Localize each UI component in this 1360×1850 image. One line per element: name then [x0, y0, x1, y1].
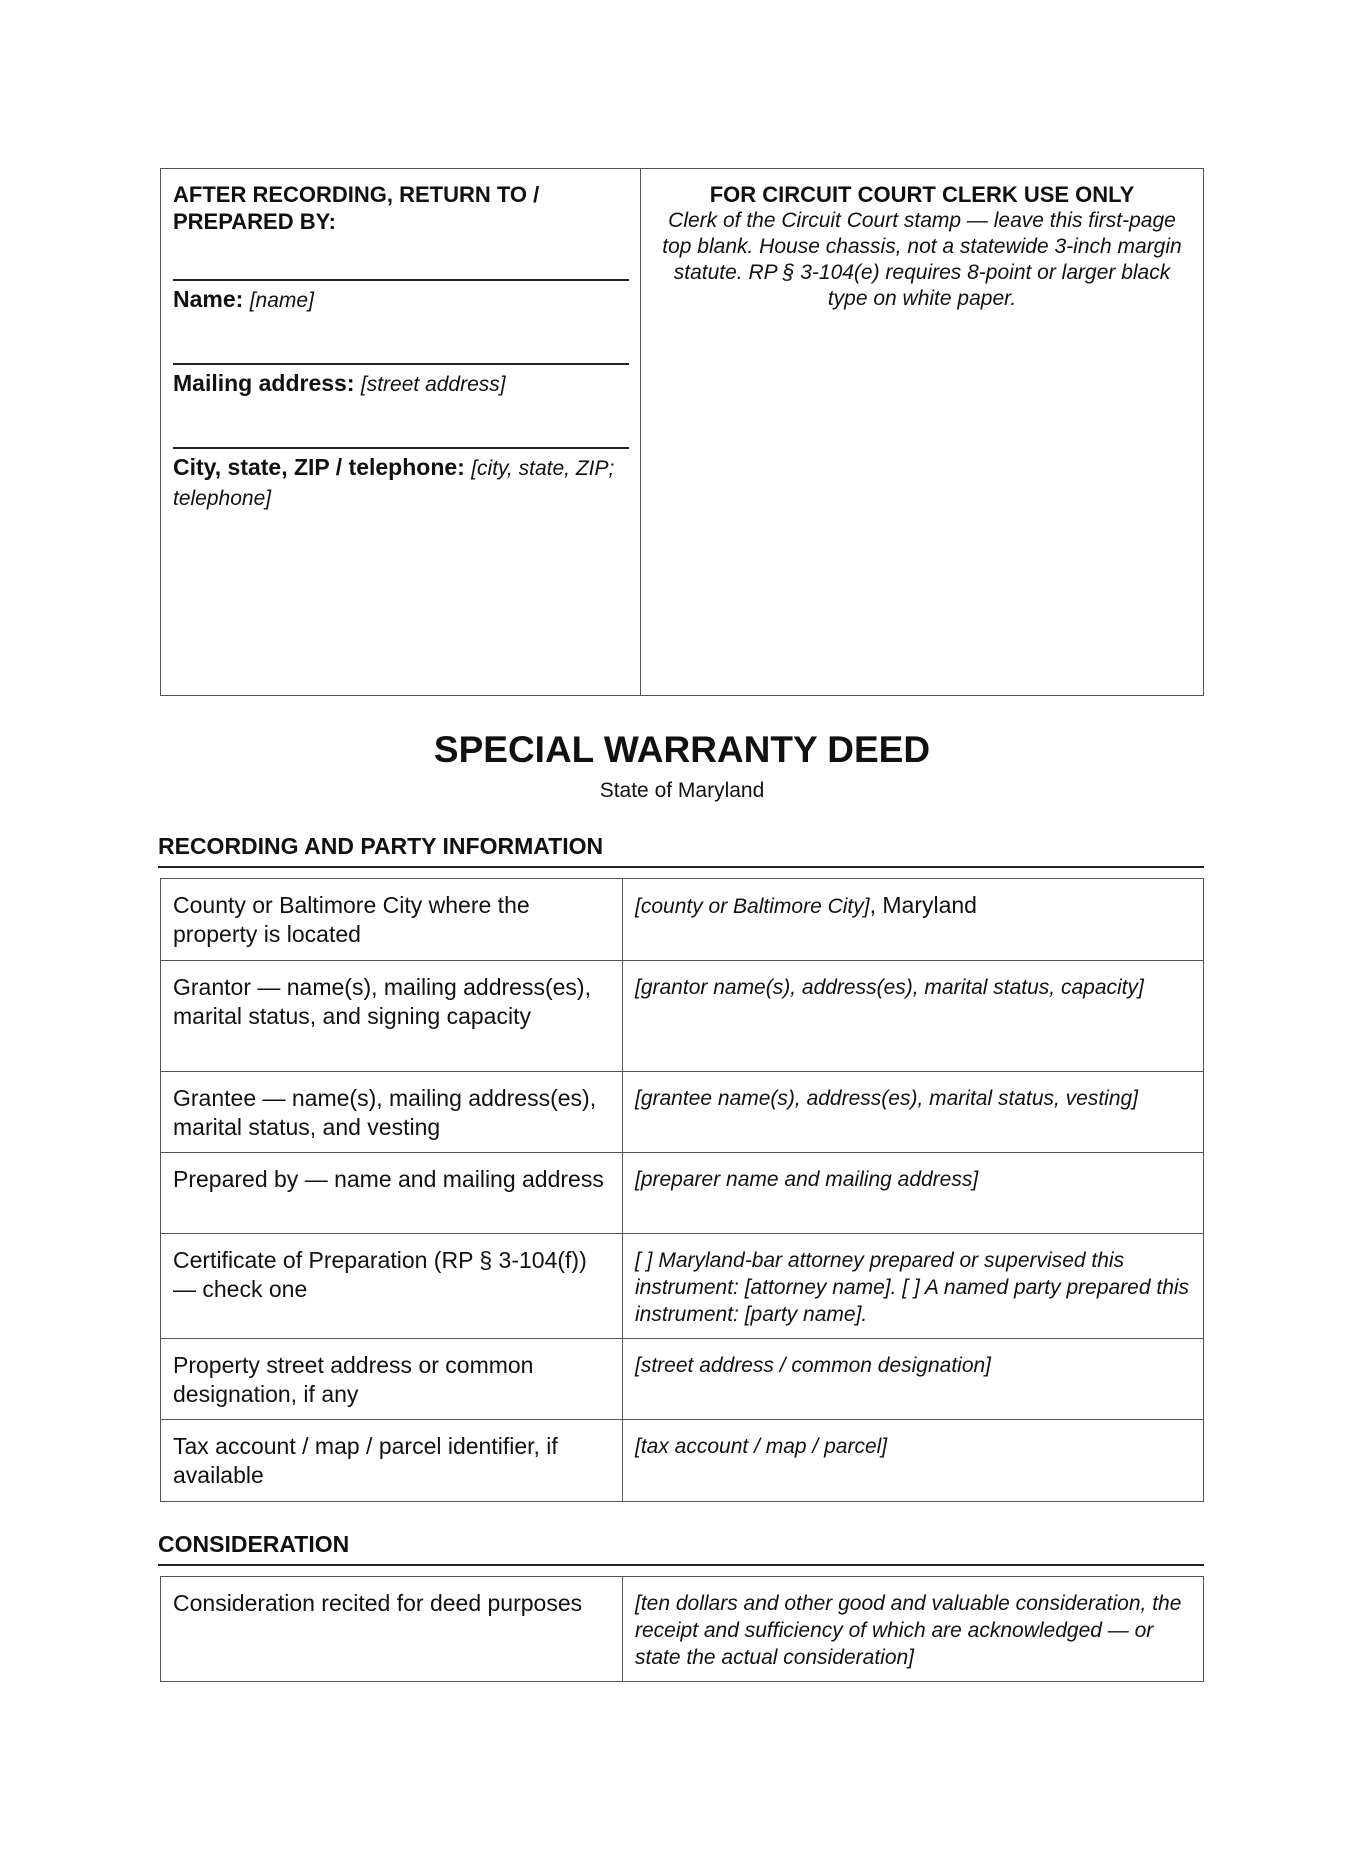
row-label: Grantor — name(s), mailing address(es), marital status, and signing capacity [161, 961, 623, 1072]
recording-info-table [160, 878, 1204, 1502]
row-label: Consideration recited for deed purposes [161, 1577, 623, 1682]
table-row [161, 961, 1204, 1072]
deed-page [160, 168, 1204, 1682]
row-value [623, 879, 1204, 961]
consideration-table [160, 1576, 1204, 1682]
county-suffix: , Maryland [869, 892, 977, 918]
row-value: [ten dollars and other good and valuable consideration, the receipt and sufficiency of which are acknowledged — or state the actual consideration] [623, 1577, 1204, 1682]
city-state-zip-value: [city, state, ZIP; telephone] [173, 457, 615, 510]
consideration-section-heading: CONSIDERATION [158, 1530, 1204, 1566]
row-value: [grantee name(s), address(es), marital status, vesting] [623, 1072, 1204, 1153]
table-row [161, 1072, 1204, 1153]
row-value: [street address / common designation] [623, 1339, 1204, 1420]
row-value: [preparer name and mailing address] [623, 1153, 1204, 1234]
table-row [161, 879, 1204, 961]
clerk-note: Clerk of the Circuit Court stamp — leave this first-page top blank. House chassis, not a statewide 3-inch margin statute. RP § 3-104(e) requires 8-point or larger black type on white paper. [662, 209, 1182, 310]
name-value: [name] [249, 289, 314, 312]
city-state-zip-label: City, state, ZIP / telephone: [173, 454, 465, 480]
name-field [173, 279, 629, 315]
table-row [161, 1577, 1204, 1682]
row-label: County or Baltimore City where the property is located [161, 879, 623, 961]
document-title: SPECIAL WARRANTY DEED [433, 729, 931, 770]
mailing-address-field [173, 363, 629, 399]
row-value: [ ] Maryland-bar attorney prepared or supervised this instrument: [attorney name]. [ ] A named party prepared this instrument: [party name]. [623, 1234, 1204, 1339]
row-label: Prepared by — name and mailing address [161, 1153, 623, 1234]
city-state-zip-field [173, 447, 629, 513]
mailing-address-label: Mailing address: [173, 370, 355, 396]
table-row [161, 1153, 1204, 1234]
row-label: Property street address or common designation, if any [161, 1339, 623, 1420]
row-label: Tax account / map / parcel identifier, if available [161, 1420, 623, 1502]
row-label: Grantee — name(s), mailing address(es), marital status, and vesting [161, 1072, 623, 1153]
row-label: Certificate of Preparation (RP § 3-104(f)) — check one [161, 1234, 623, 1339]
table-row [161, 1339, 1204, 1420]
row-value: [tax account / map / parcel] [623, 1420, 1204, 1502]
return-to-panel [161, 169, 641, 695]
table-row [161, 1420, 1204, 1502]
mailing-address-value: [street address] [360, 373, 506, 396]
return-heading: AFTER RECORDING, RETURN TO / PREPARED BY: [173, 182, 540, 234]
recording-section-heading: RECORDING AND PARTY INFORMATION [158, 832, 1204, 868]
clerk-heading: FOR CIRCUIT COURT CLERK USE ONLY [709, 182, 1135, 207]
document-subtitle: State of Maryland [599, 779, 765, 802]
table-row [161, 1234, 1204, 1339]
clerk-use-panel [641, 169, 1203, 695]
name-label: Name: [173, 286, 244, 312]
county-value: [county or Baltimore City] [635, 895, 870, 918]
recording-box [160, 168, 1204, 696]
row-value: [grantor name(s), address(es), marital status, capacity] [623, 961, 1204, 1072]
